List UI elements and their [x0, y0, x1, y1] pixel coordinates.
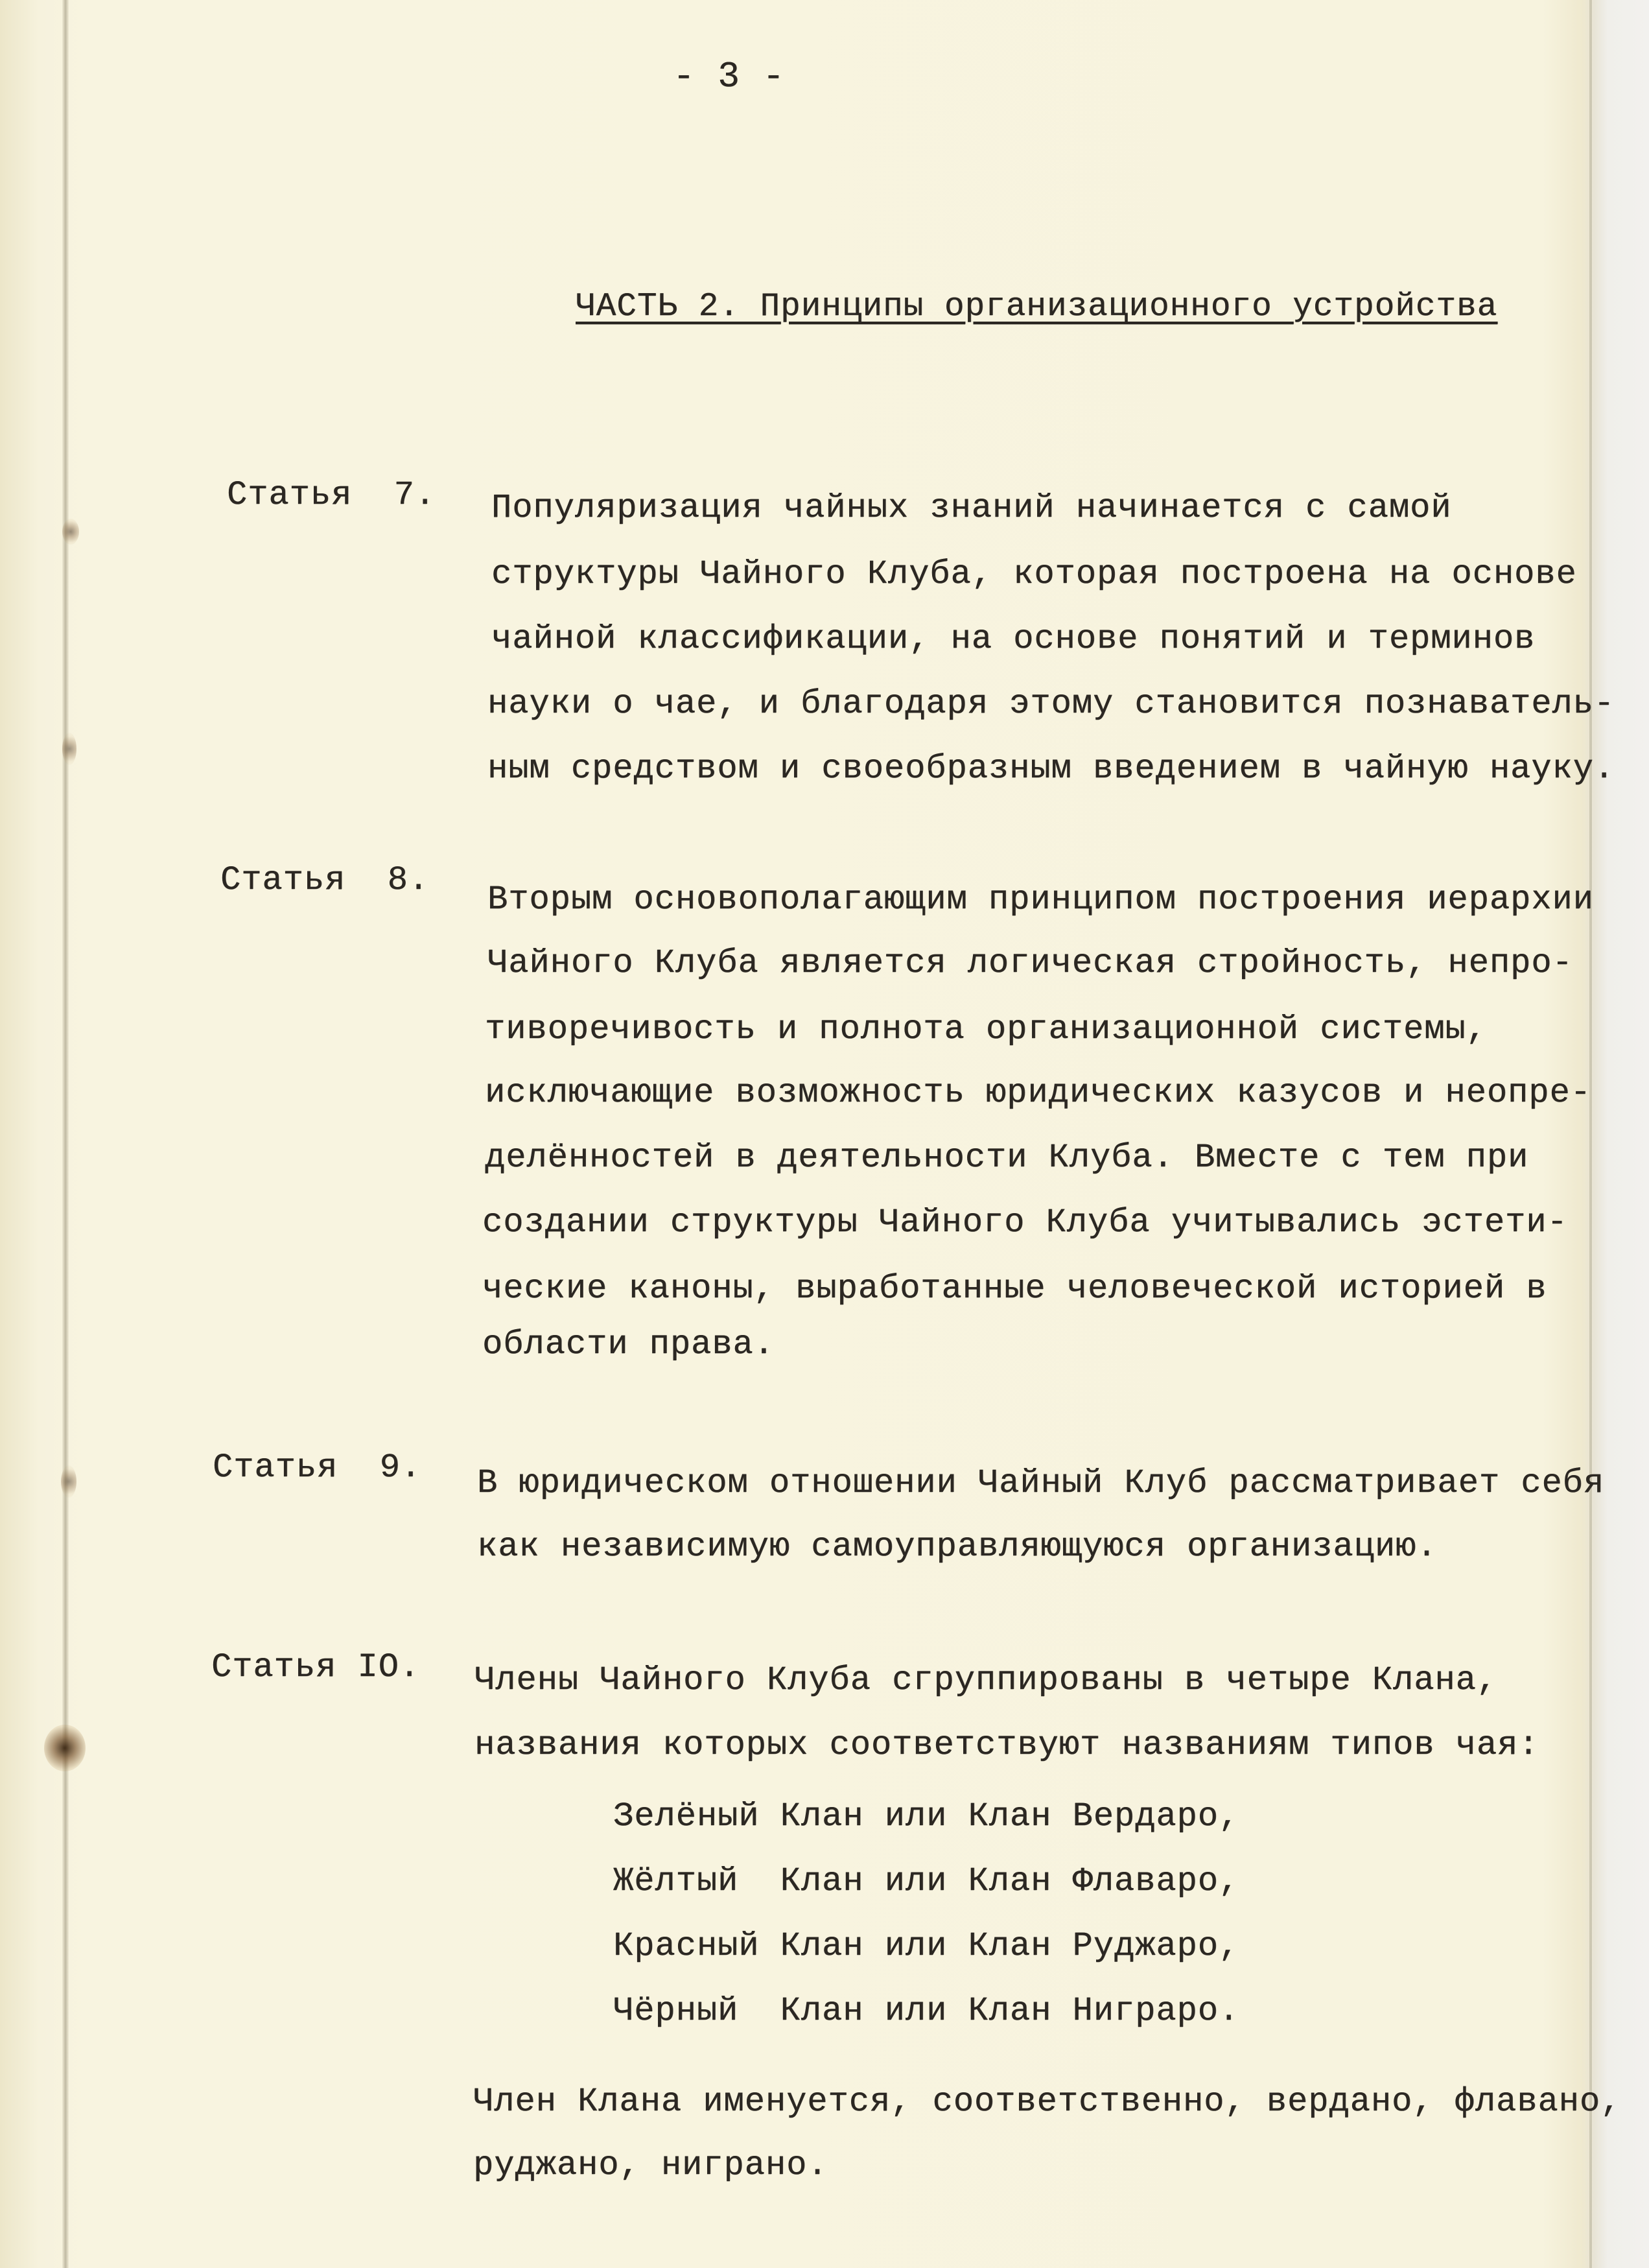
article-7-line: науки о чае, и благодаря этому становится познаватель- — [487, 685, 1615, 723]
article-8-label: Статья 8. — [220, 861, 430, 899]
binding-hole-stain — [62, 733, 76, 765]
article-9-line: В юридическом отношении Чайный Клуб рассматривает себя — [477, 1464, 1605, 1502]
article-7-line: Популяризация чайных знаний начинается с самой — [491, 489, 1452, 527]
clan-list-item: Жёлтый Клан или Клан Флаваро, — [613, 1862, 1240, 1900]
paper-fold — [62, 0, 69, 2268]
article-8-line: области права. — [482, 1325, 775, 1364]
section-heading: ЧАСТЬ 2. Принципы организационного устройства — [576, 289, 1498, 325]
article-8-line: ческие каноны, выработанные человеческой историей в — [482, 1270, 1547, 1308]
page-number: - 3 - — [673, 56, 786, 97]
article-10-tail-line: Член Клана именуется, соответственно, вердано, флавано, — [473, 2083, 1622, 2121]
article-8-line: Чайного Клуба является логическая стройность, непро- — [487, 944, 1573, 982]
article-8-line: Вторым основополагающим принципом построения иерархии — [487, 880, 1594, 919]
article-8-line: тиворечивость и полнота организационной системы, — [485, 1010, 1487, 1048]
paper-edge — [1589, 0, 1592, 2268]
binding-hole-stain — [44, 1725, 86, 1771]
article-10-line: названия которых соответствуют названиям типов чая: — [474, 1726, 1539, 1764]
article-9-label: Статья 9. — [213, 1448, 422, 1487]
binding-hole-stain — [62, 519, 79, 545]
binding-hole-stain — [61, 1465, 76, 1498]
article-7-label: Статья 7. — [227, 476, 436, 514]
article-10-line: Члены Чайного Клуба сгруппированы в четыре Клана, — [474, 1661, 1498, 1699]
clan-list-item: Чёрный Клан или Клан Ниграро. — [613, 1992, 1240, 2030]
article-10-tail-line: руджано, ниграно. — [473, 2146, 828, 2184]
clan-list-item: Зелёный Клан или Клан Вердаро, — [613, 1797, 1240, 1836]
article-8-line: делённостей в деятельности Клуба. Вместе с тем при — [485, 1139, 1529, 1177]
article-7-line: ным средством и своеобразным введением в чайную науку. — [487, 750, 1615, 788]
article-8-line: создании структуры Чайного Клуба учитывались эстети- — [482, 1203, 1568, 1242]
clan-list-item: Красный Клан или Клан Руджаро, — [613, 1927, 1240, 1965]
article-7-line: чайной классификации, на основе понятий и терминов — [491, 620, 1536, 658]
article-10-label: Статья IO. — [211, 1648, 421, 1686]
article-7-line: структуры Чайного Клуба, которая построена на основе — [491, 555, 1577, 593]
article-9-line: как независимую самоуправляющуюся организацию. — [477, 1528, 1438, 1566]
article-8-line: исключающие возможность юридических казусов и неопре- — [485, 1074, 1591, 1112]
